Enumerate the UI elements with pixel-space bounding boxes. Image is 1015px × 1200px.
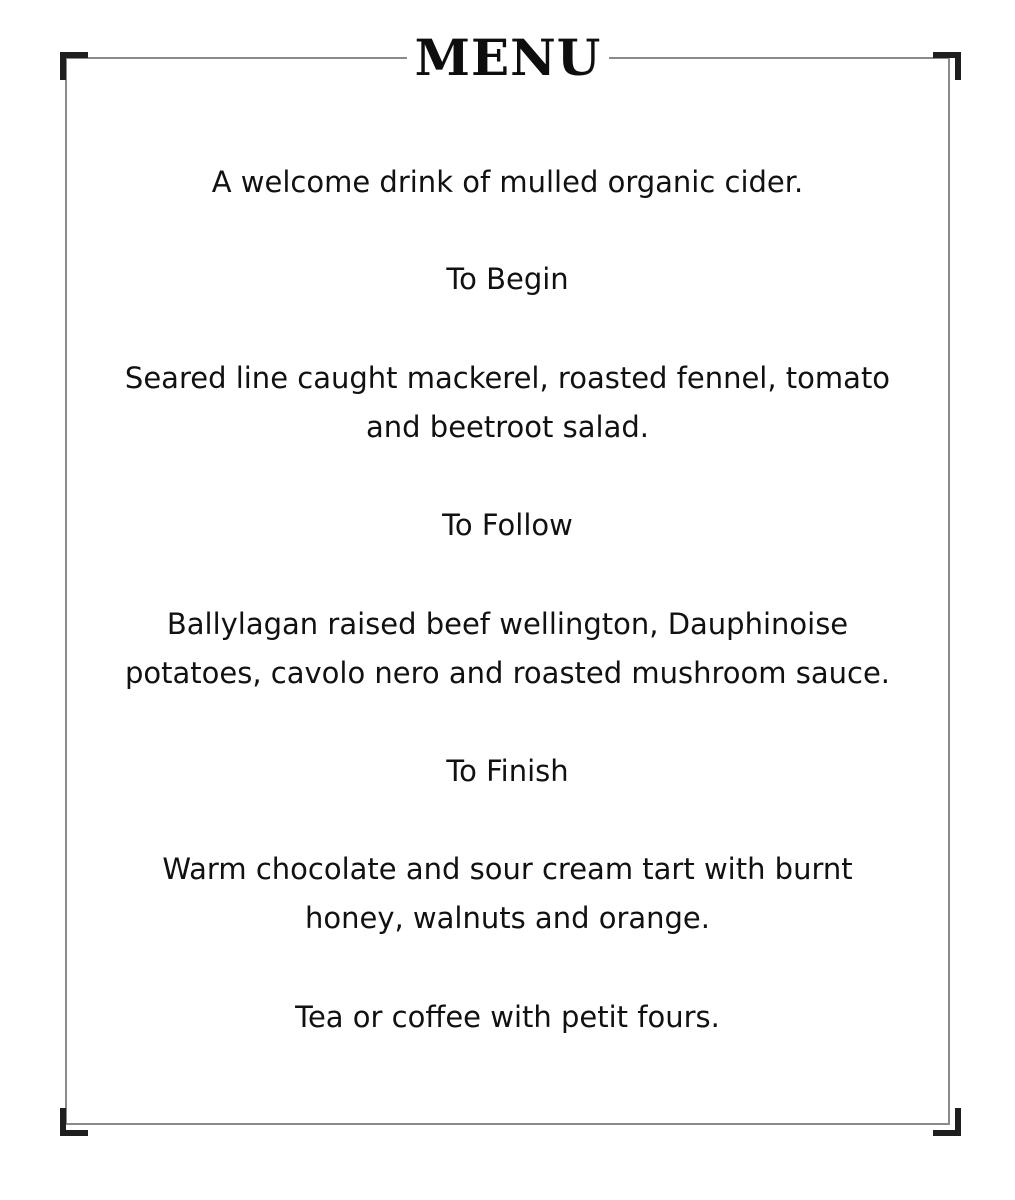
section-heading-to-finish: To Finish	[446, 754, 569, 788]
section-heading-to-follow: To Follow	[442, 508, 573, 542]
main-course-line-1: Ballylagan raised beef wellington, Dauphinoise	[166, 607, 849, 641]
main-course-line-2: potatoes, cavolo nero and roasted mushroom sauce.	[124, 656, 891, 690]
main-course-description	[70, 600, 945, 698]
corner-ornament-bottom-right	[933, 1108, 961, 1136]
tea-coffee-closing: Tea or coffee with petit fours.	[295, 1000, 720, 1034]
menu-title: MENU	[407, 26, 609, 90]
starter-line-1: Seared line caught mackerel, roasted fennel, tomato	[124, 361, 891, 395]
corner-ornament-bottom-left	[60, 1108, 88, 1136]
corner-ornament-top-right	[933, 52, 961, 80]
section-heading-to-begin: To Begin	[446, 262, 569, 296]
dessert-description	[70, 845, 945, 943]
starter-description	[70, 354, 945, 452]
welcome-drink: A welcome drink of mulled organic cider.	[211, 165, 804, 199]
corner-ornament-top-left	[60, 52, 88, 80]
starter-line-2: and beetroot salad.	[366, 410, 649, 444]
menu-border	[65, 57, 950, 1125]
dessert-line-2: honey, walnuts and orange.	[304, 901, 710, 935]
dessert-line-1: Warm chocolate and sour cream tart with burnt	[162, 852, 853, 886]
